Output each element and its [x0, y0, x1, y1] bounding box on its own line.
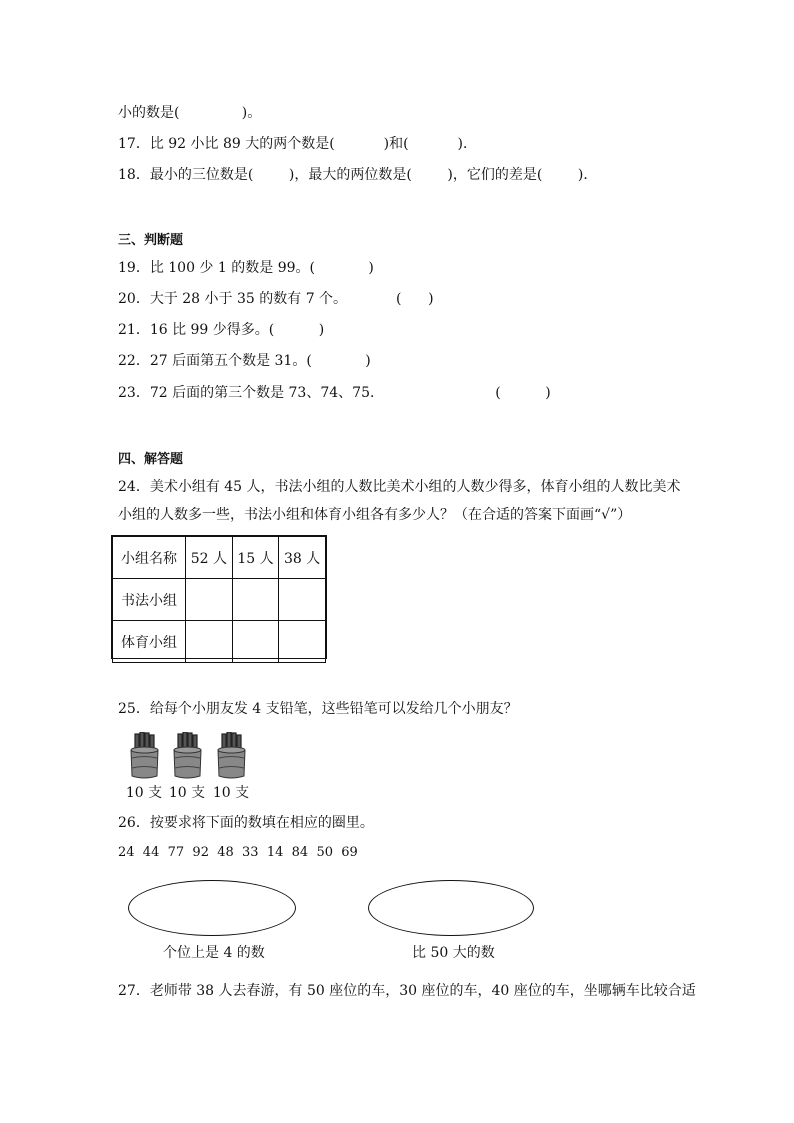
- table-header-row: [113, 537, 326, 579]
- question-24-line-1: 24．美术小组有 45 人，书法小组的人数比美术小组的人数少得多，体育小组的人数比美术: [118, 479, 681, 495]
- question-23: 23．72 后面的第三个数是 73、74、75． ( ): [118, 385, 551, 401]
- table-row: [113, 621, 326, 663]
- units-digit-4-circle[interactable]: [128, 880, 296, 936]
- answer-cell[interactable]: [186, 621, 233, 663]
- question-19: 19．比 100 少 1 的数是 99。( ): [118, 260, 374, 276]
- question-18: 18．最小的三位数是( )，最大的两位数是( )，它们的差是( )．: [118, 167, 598, 183]
- pencil-jar-label: 10 支: [125, 785, 163, 801]
- pencil-jar-icon: [216, 732, 247, 780]
- answer-cell[interactable]: [232, 579, 279, 621]
- greater-than-50-circle[interactable]: [368, 880, 534, 936]
- answer-cell[interactable]: [232, 621, 279, 663]
- question-26: 26．按要求将下面的数填在相应的圈里。: [118, 815, 374, 831]
- number-list: 24 44 77 92 48 33 14 84 50 69: [118, 845, 358, 860]
- table-header-cell: 小组名称: [113, 537, 186, 579]
- pencil-jar-icon: [129, 732, 160, 780]
- greater-than-50-caption: 比 50 大的数: [412, 945, 495, 961]
- group-answer-table: [111, 535, 327, 659]
- units-digit-4-caption: 个位上是 4 的数: [163, 945, 265, 961]
- question-17: 17．比 92 小比 89 大的两个数是( )和( )．: [118, 136, 477, 152]
- pencil-jar-icon: [172, 732, 203, 780]
- table-header-cell: 15 人: [232, 537, 279, 579]
- table-header-cell: 52 人: [186, 537, 233, 579]
- table-row-label: 书法小组: [113, 579, 186, 621]
- question-22: 22．27 后面第五个数是 31。( ): [118, 353, 371, 369]
- pencil-jar-label: 10 支: [168, 785, 206, 801]
- pencil-jar-label: 10 支: [212, 785, 250, 801]
- question-16-continuation: 小的数是( )。: [118, 105, 262, 121]
- table-header-cell: 38 人: [279, 537, 326, 579]
- section-4-heading: 四、解答题: [118, 452, 184, 467]
- answer-cell[interactable]: [186, 579, 233, 621]
- answer-cell[interactable]: [279, 621, 326, 663]
- question-21: 21．16 比 99 少得多。( ): [118, 322, 325, 338]
- question-27: 27．老师带 38 人去春游，有 50 座位的车，30 座位的车，40 座位的车，坐哪辆车比较合适: [118, 983, 696, 999]
- question-20: 20．大于 28 小于 35 的数有 7 个。 ( ): [118, 291, 434, 307]
- table-row: [113, 579, 326, 621]
- question-25: 25．给每个小朋友发 4 支铅笔，这些铅笔可以发给几个小朋友？: [118, 701, 518, 717]
- answer-cell[interactable]: [279, 579, 326, 621]
- question-24-line-2: 小组的人数多一些，书法小组和体育小组各有多少人？（在合适的答案下面画“√”）: [118, 507, 632, 523]
- section-3-heading: 三、判断题: [118, 233, 184, 248]
- table-row-label: 体育小组: [113, 621, 186, 663]
